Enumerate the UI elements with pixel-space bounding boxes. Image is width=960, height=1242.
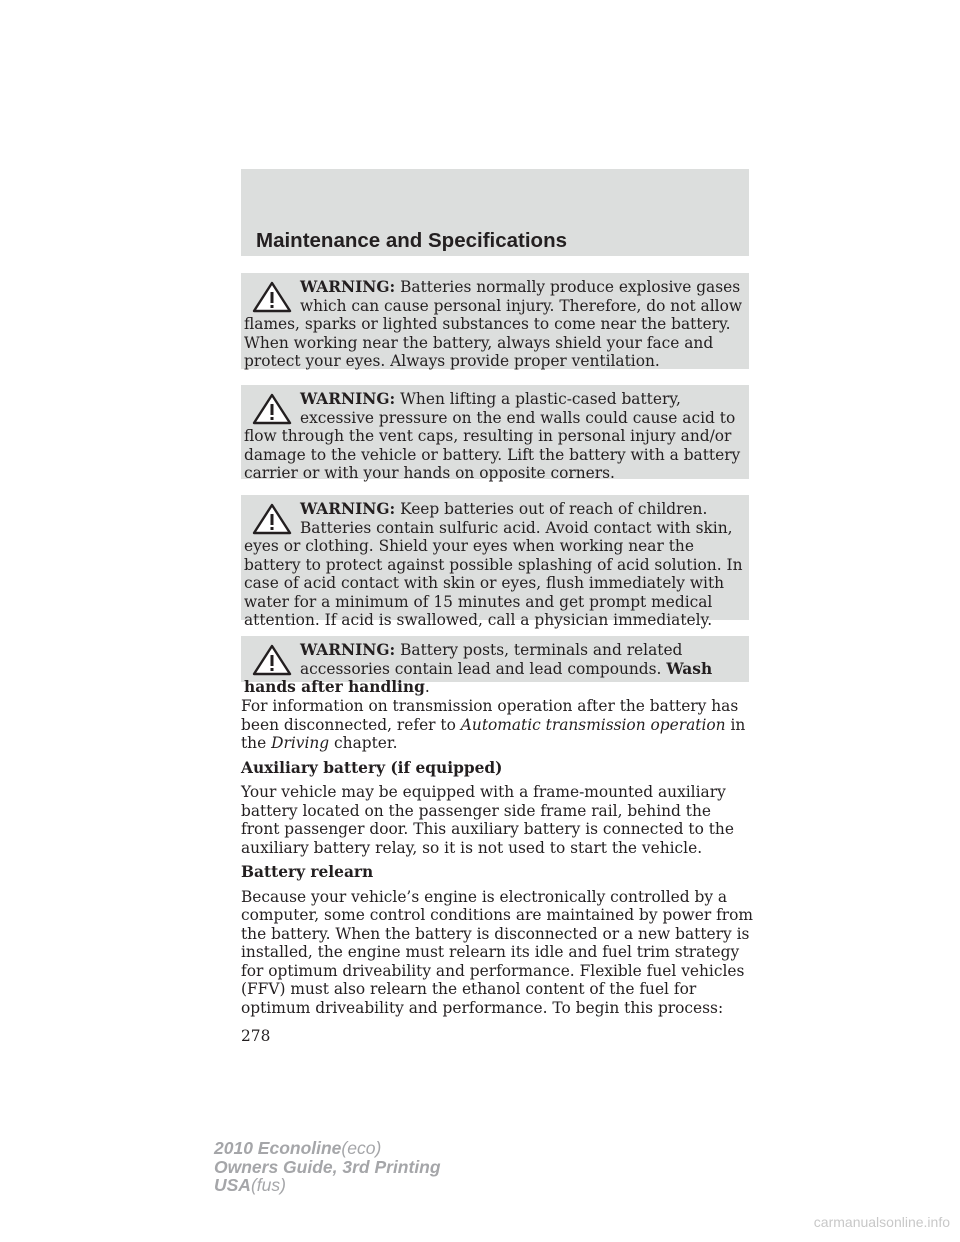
footer-model: 2010 Econoline [214,1138,342,1158]
driving-ref: Driving [271,734,330,752]
footer [214,1139,441,1195]
section-title: Maintenance and Specifications [256,229,567,252]
warning-bold-text: Wash hands after handling [244,659,713,696]
warning-text: Keep batteries out of reach of children. Batteries contain sulfuric acid. Avoid contact with skin, eyes or clothing. Shield your eyes when working near the battery to protect against possible splashing of acid solution. In case of acid contact with skin or eyes, flush immediately with water for a minimum of 15 minutes and get prompt medical attention. If acid is swallowed, call a physician immediately. [244,500,743,629]
warning-box-1 [241,273,749,369]
warning-triangle-icon [252,393,292,425]
warning-label: WARNING: [300,390,396,408]
transmission-text-3: chapter. [334,734,398,752]
warning-triangle-icon [252,281,292,313]
relearn-paragraph: Because your vehicle’s engine is electronically controlled by a computer, some control conditions are maintained by power from the battery. When the battery is disconnected or a new battery is installed, the engine must relearn its idle and fuel trim strategy for optimum driveability and performance. Flexible fuel vehicles (FFV) must also relearn the ethanol content of the fuel for optimum driveability and performance. To begin this process: [241,887,754,1017]
watermark: carmanualsonline.info [813,1214,950,1230]
transmission-paragraph [241,697,753,753]
warning-text: Batteries normally produce explosive gases which can cause personal injury. Therefore, do not allow flames, sparks or lighted substances to come near the battery. When working near the battery, always shield your face and protect your eyes. Always provide proper ventilation. [244,278,743,370]
page-number: 278 [241,1027,271,1045]
body-text [241,697,753,1017]
warning-triangle-icon [252,644,292,676]
transmission-ref: Automatic transmission operation [460,715,726,734]
auxiliary-paragraph: Your vehicle may be equipped with a frame-mounted auxiliary battery located on the passenger side frame rail, behind the front passenger door. This auxiliary battery is connected to the auxiliary battery relay, so it is not used to start the vehicle. [241,783,734,857]
footer-market-code: (fus) [250,1175,286,1195]
warning-end: . [424,678,430,696]
warning-box-3 [241,495,749,629]
warning-box-4 [241,636,749,696]
warning-triangle-icon [252,503,292,535]
warning-label: WARNING: [300,500,396,518]
relearn-heading: Battery relearn [241,863,374,881]
transmission-text-1: For information on transmission operation after the battery has been disconnected, refer to [241,697,739,734]
section-header [241,169,749,256]
warning-box-2 [241,385,749,482]
transmission-text-2: in the [241,715,746,752]
warning-text: Battery posts, terminals and related accessories contain lead and lead compounds. [300,641,683,678]
auxiliary-heading: Auxiliary battery (if equipped) [241,758,503,777]
footer-market: USA [214,1175,251,1195]
warning-label: WARNING: [300,278,396,296]
warning-text: When lifting a plastic-cased battery, excessive pressure on the end walls could cause acid to flow through the vent caps, resulting in personal injury and/or damage to the vehicle or battery. Lift the battery with a battery carrier or with your hands on opposite corners. [244,390,741,482]
warning-label: WARNING: [300,641,396,659]
footer-model-code: (eco) [341,1138,382,1158]
footer-guide: Owners Guide, 3rd Printing [214,1156,441,1177]
